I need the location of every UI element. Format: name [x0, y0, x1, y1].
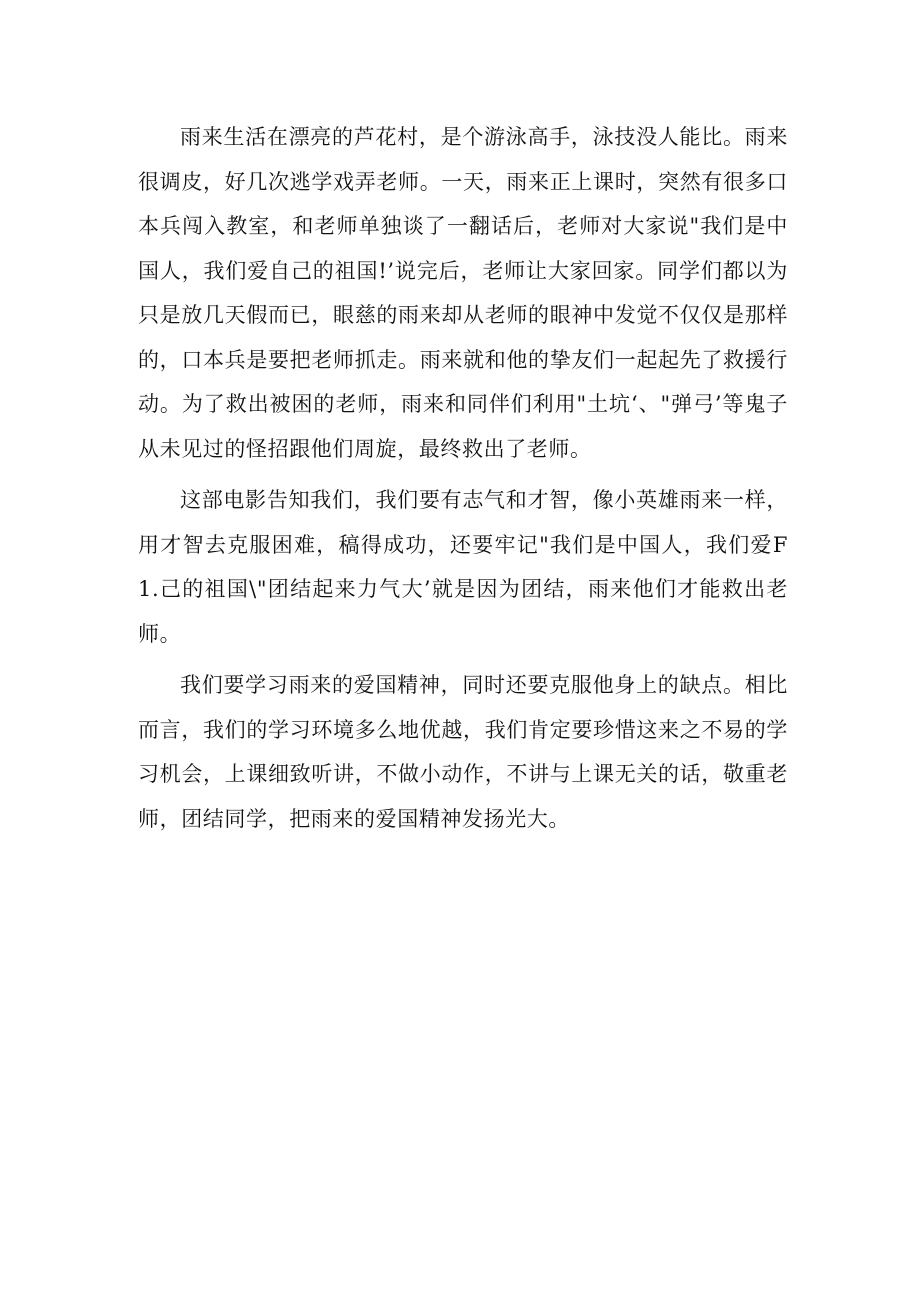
document-body [138, 115, 788, 848]
paragraph-1: 雨来生活在漂亮的芦花村，是个游泳高手，泳技没人能比。雨来很调皮，好几次逃学戏弄老师。一天，雨来正上课时，突然有很多口本兵闯入教室，和老师单独谈了一翻话后，老师对大家说"我们是中国人，我们爱自己的祖国!’说完后，老师让大家回家。同学们都以为只是放几天假而已，眼慈的雨来却从老师的眼神中发觉不仅仅是那样的，口本兵是要把老师抓走。雨来就和他的挚友们一起起先了救援行动。为了救出被困的老师，雨来和同伴们利用"土坑‘、"弹弓’等鬼子从未见过的怪招跟他们周旋，最终救出了老师。 [138, 125, 788, 461]
paragraph-2: 这部电影告知我们，我们要有志气和才智，像小英雄雨来一样，用才智去克服困难，稿得成功，还要牢记"我们是中国人，我们爱F1.己的祖国\"团结起来力气大’就是因为团结，雨来他们才能救出老师。 [138, 488, 788, 646]
paragraph-3: 我们要学习雨来的爱国精神，同时还要克服他身上的缺点。相比而言，我们的学习环境多么地优越，我们肯定要珍惜这来之不易的学习机会，上课细致听讲，不做小动作，不讲与上课无关的话，敬重老师，团结同学，把雨来的爱国精神发扬光大。 [138, 673, 788, 831]
